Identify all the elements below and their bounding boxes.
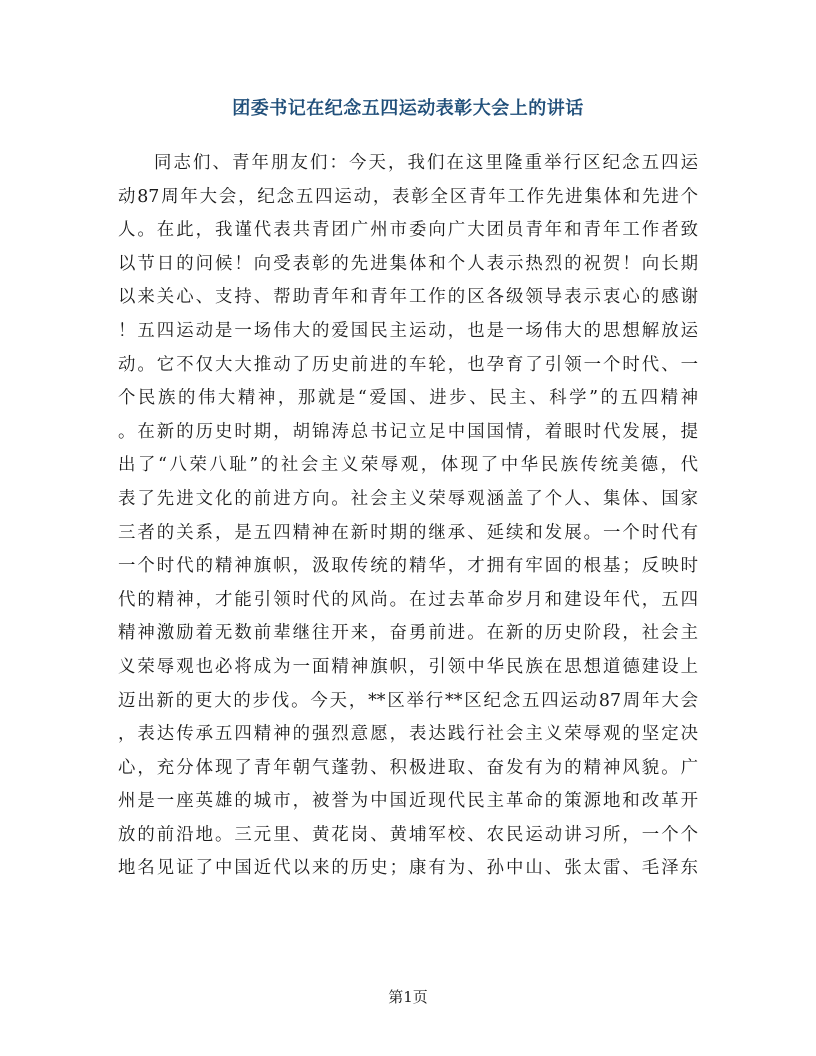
body-line: 以节日的问候！向受表彰的先进集体和个人表示热烈的祝贺！向长期 (118, 253, 698, 274)
body-line: 出了“八荣八耻”的社会主义荣辱观，体现了中华民族传统美德，代 (118, 455, 698, 476)
document-title: 团委书记在纪念五四运动表彰大会上的讲话 (232, 98, 584, 119)
body-line: 一个时代的精神旗帜，汲取传统的精华，才拥有牢固的根基；反映时 (118, 556, 698, 577)
body-line: 人。在此，我谨代表共青团广州市委向广大团员青年和青年工作者致 (118, 220, 698, 241)
body-line: 地名见证了中国近代以来的历史；康有为、孙中山、张太雷、毛泽东 (118, 858, 698, 879)
page-number: 第1页 (388, 988, 428, 1006)
body-line: 三者的关系，是五四精神在新时期的继承、延续和发展。一个时代有 (118, 522, 698, 543)
body-line: 迈出新的更大的步伐。今天，**区举行**区纪念五四运动87周年大会 (118, 690, 698, 711)
body-line: 动。它不仅大大推动了历史前进的车轮，也孕育了引领一个时代、一 (118, 354, 698, 375)
document-body (118, 147, 698, 886)
body-line: 放的前沿地。三元里、黄花岗、黄埔军校、农民运动讲习所，一个个 (118, 824, 698, 845)
body-line: ！五四运动是一场伟大的爱国民主运动，也是一场伟大的思想解放运 (118, 320, 698, 341)
body-line: 。在新的历史时期，胡锦涛总书记立足中国国情，着眼时代发展，提 (118, 421, 698, 442)
body-line: 代的精神，才能引领时代的风尚。在过去革命岁月和建设年代，五四 (118, 589, 698, 610)
body-line: 同志们、青年朋友们：今天，我们在这里隆重举行区纪念五四运 (154, 153, 698, 173)
body-line: 心，充分体现了青年朝气蓬勃、积极进取、奋发有为的精神风貌。广 (118, 757, 698, 778)
body-line: 以来关心、支持、帮助青年和青年工作的区各级领导表示衷心的感谢 (118, 287, 698, 308)
body-line: 义荣辱观也必将成为一面精神旗帜，引领中华民族在思想道德建设上 (118, 656, 698, 677)
body-line: 精神激励着无数前辈继往开来，奋勇前进。在新的历史阶段，社会主 (118, 623, 698, 644)
body-line: 州是一座英雄的城市，被誉为中国近现代民主革命的策源地和改革开 (118, 791, 698, 812)
body-line: 动87周年大会，纪念五四运动，表彰全区青年工作先进集体和先进个 (118, 186, 698, 207)
body-line: ，表达传承五四精神的强烈意愿，表达践行社会主义荣辱观的坚定决 (118, 724, 698, 745)
body-line: 表了先进文化的前进方向。社会主义荣辱观涵盖了个人、集体、国家 (118, 488, 698, 509)
body-line: 个民族的伟大精神，那就是“爱国、进步、民主、科学”的五四精神 (118, 388, 698, 409)
